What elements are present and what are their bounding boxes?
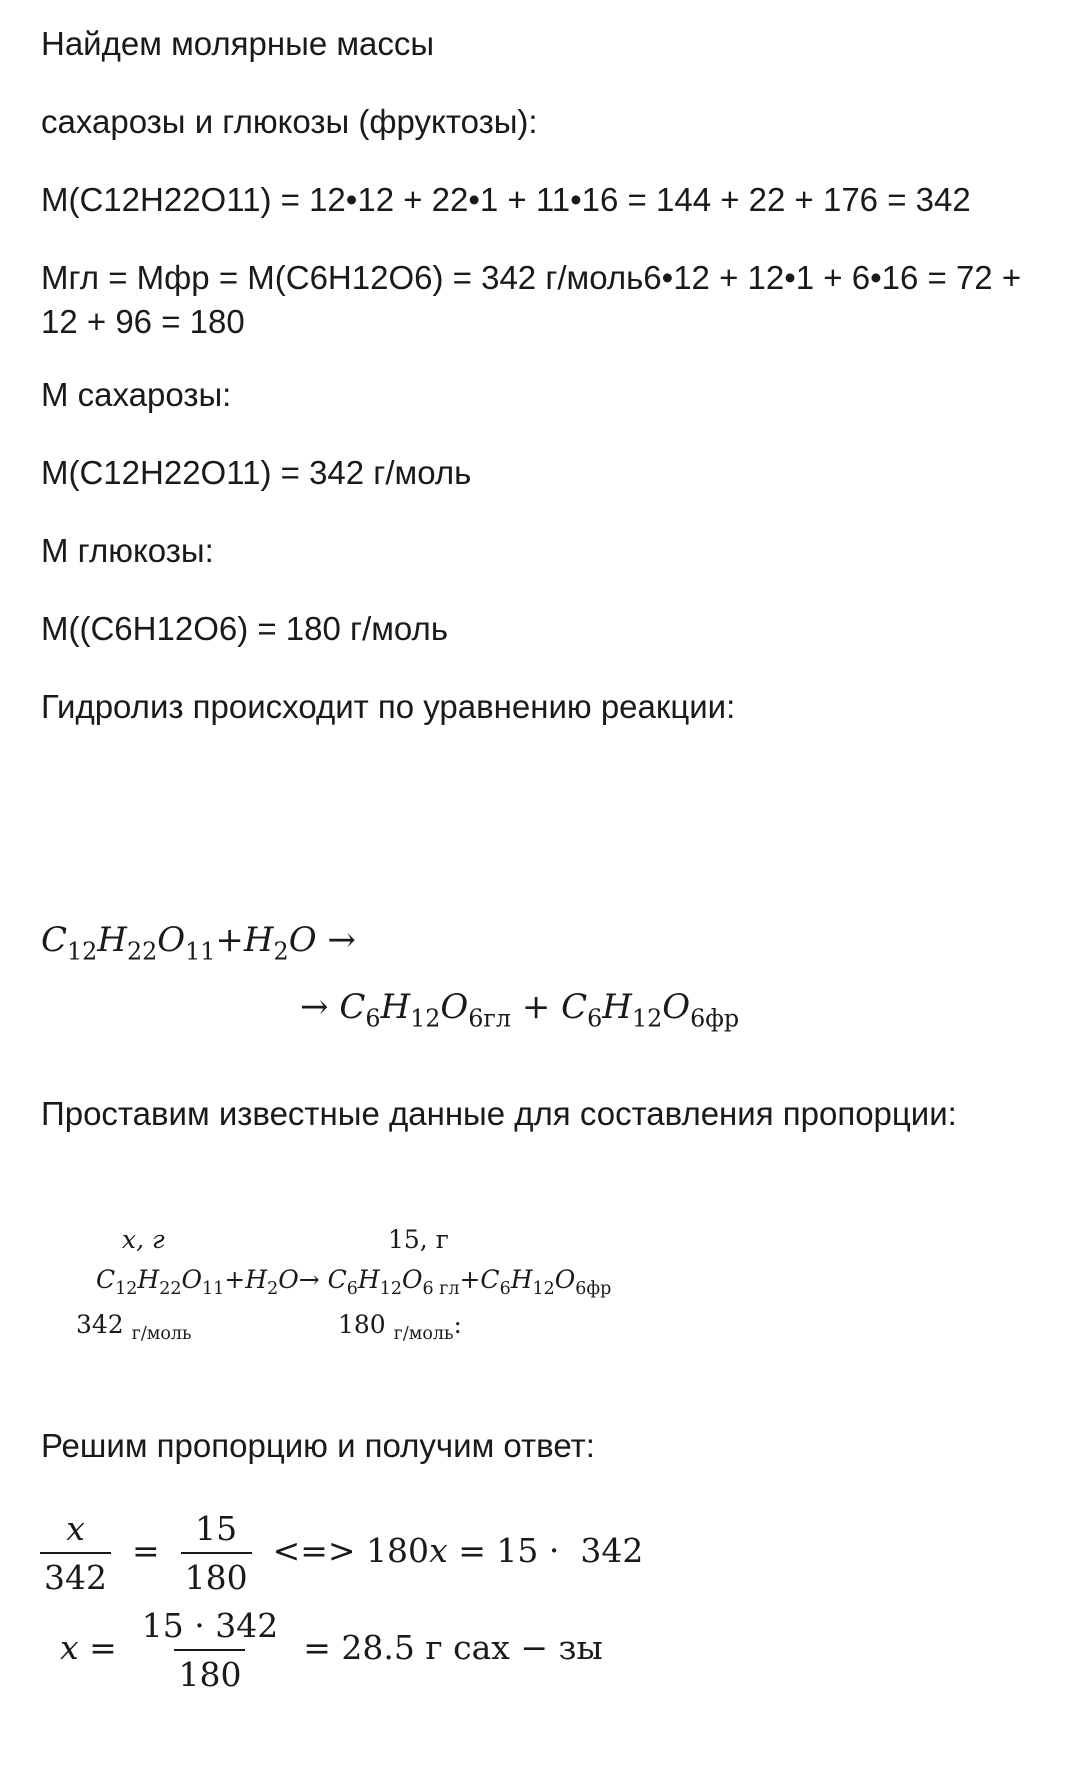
text-line-9: Гидролиз происходит по уравнению реакции: bbox=[41, 688, 736, 725]
sucrose-molar-mass-calc: M(C12H22O11) = 12•12 + 22•1 + 11•16 = 144 + 22 + 176 = 342 bbox=[41, 181, 971, 218]
text-line-2: сахарозы и глюкозы (фруктозы): bbox=[41, 103, 538, 140]
answer-equation: x = $\frac{15 \cdot 342}{180}$ = 28.5 г сах − зы bbox=[60, 1606, 603, 1694]
reaction-equation-line-1: $C_{12}H_{22}O_{11}+H_2O$ → bbox=[41, 920, 356, 966]
text-line-10: Проставим известные данные для составления пропорции: bbox=[41, 1095, 957, 1132]
text-line-7: M глюкозы: bbox=[41, 532, 214, 569]
known-mass-glucose: 15, г bbox=[388, 1225, 449, 1254]
fraction-15-over-180: $\frac{15}{180}$ bbox=[181, 1509, 252, 1597]
glucose-molar-mass-calc: Mгл = Mфр = M(C6H12O6) = 342 г/моль6•12 + 12•1 + 6•16 = 72 + 12 + 96 = 180 bbox=[41, 259, 1031, 340]
text-line-5: M сахарозы: bbox=[41, 376, 232, 413]
text-line-11: Решим пропорцию и получим ответ: bbox=[41, 1427, 595, 1464]
fraction-x-over-342: $\frac{x}{342}$ bbox=[40, 1509, 111, 1597]
molar-mass-sucrose-label: 342 $_{г/моль}$ bbox=[76, 1310, 192, 1345]
fraction-answer: $\frac{15 \cdot 342}{180}$ bbox=[141, 1606, 279, 1694]
proportion-equation: $\frac{x}{342}$ = $\frac{15}{180}$ <=> 180x = 15 · 342 bbox=[40, 1509, 643, 1597]
text-line-1: Найдем молярные массы bbox=[41, 25, 435, 62]
sucrose-molar-mass: M(C12H22O11) = 342 г/моль bbox=[41, 454, 472, 491]
answer-value: 28.5 г сах − зы bbox=[341, 1628, 603, 1667]
glucose-molar-mass: M((C6H12O6) = 180 г/моль bbox=[41, 610, 449, 647]
reaction-equation-proportion: $C_{12}H_{22}O_{11}+H_2O\to C_6H_{12}O_{6 гл}+C_6H_{12}O_{6фр}$ bbox=[96, 1265, 612, 1300]
known-mass-sucrose: x, г bbox=[122, 1225, 165, 1254]
molar-mass-glucose-label: 180 $_{г/моль}$: bbox=[338, 1310, 462, 1345]
reaction-equation-line-2: → $C_6H_{12}O_{6гл} + C_6H_{12}O_{6фр}$ bbox=[300, 987, 740, 1033]
